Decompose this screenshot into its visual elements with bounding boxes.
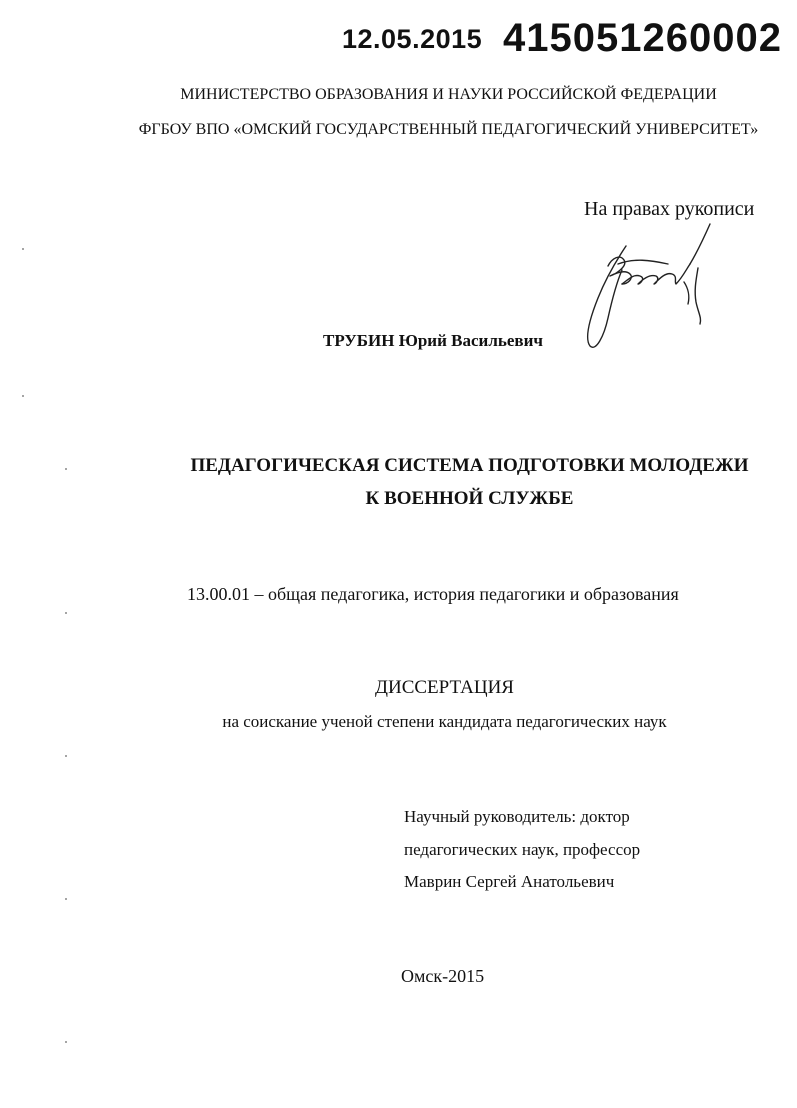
advisor-line-3: Маврин Сергей Анатольевич xyxy=(404,872,615,891)
dissertation-heading: ДИССЕРТАЦИЯ xyxy=(375,677,514,698)
specialty-code: 13.00.01 – общая педагогика, история педагогики и образования xyxy=(187,584,679,604)
scan-speck xyxy=(65,612,67,614)
scan-speck xyxy=(65,755,67,757)
manuscript-note: На правах рукописи xyxy=(584,198,755,220)
stamp-date: 12.05.2015 xyxy=(342,24,483,54)
author-name: ТРУБИН Юрий Васильевич xyxy=(323,331,543,350)
ministry-heading: МИНИСТЕРСТВО ОБРАЗОВАНИЯ И НАУКИ РОССИЙСКОЙ ФЕДЕРАЦИИ xyxy=(180,86,717,103)
handwritten-signature-icon xyxy=(578,218,728,358)
scan-speck xyxy=(65,898,67,900)
scan-speck xyxy=(65,468,67,470)
scan-speck xyxy=(22,248,24,250)
stamp-number: 415051260002 xyxy=(503,16,782,60)
scan-speck xyxy=(65,1041,67,1043)
thesis-title-line-2: К ВОЕННОЙ СЛУЖБЕ xyxy=(365,488,574,509)
thesis-title-line-1: ПЕДАГОГИЧЕСКАЯ СИСТЕМА ПОДГОТОВКИ МОЛОДЕЖИ xyxy=(190,455,749,476)
degree-line: на соискание ученой степени кандидата педагогических наук xyxy=(222,712,667,731)
university-heading: ФГБОУ ВПО «ОМСКИЙ ГОСУДАРСТВЕННЫЙ ПЕДАГОГИЧЕСКИЙ УНИВЕРСИТЕТ» xyxy=(138,121,759,138)
advisor-line-2: педагогических наук, профессор xyxy=(404,840,641,859)
city-year: Омск-2015 xyxy=(401,966,485,986)
scan-speck xyxy=(22,395,24,397)
advisor-line-1: Научный руководитель: доктор xyxy=(404,807,630,826)
